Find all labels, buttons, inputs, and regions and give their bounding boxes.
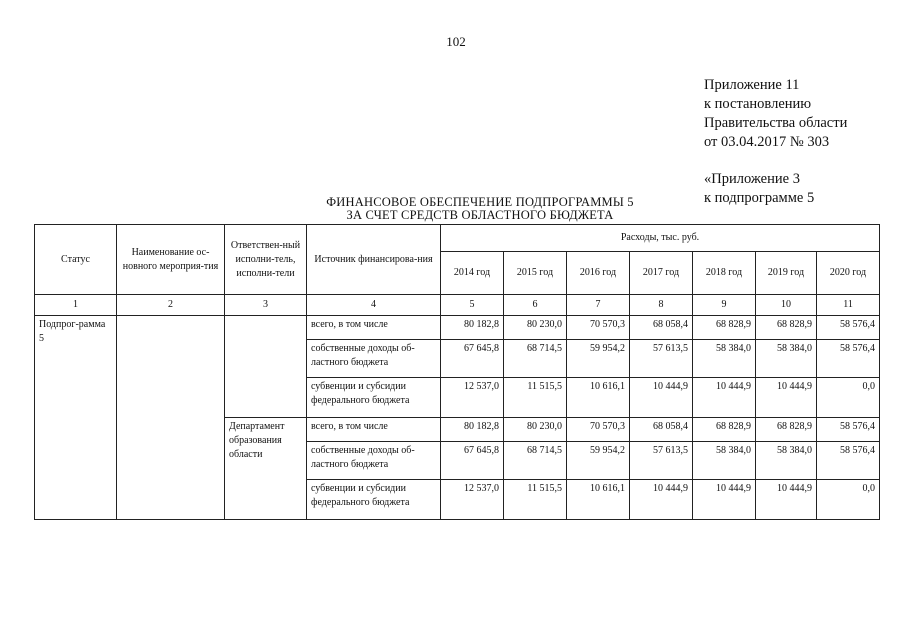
header-year: 2014 год — [441, 252, 504, 295]
value-cell: 58 384,0 — [756, 340, 817, 378]
header-executor: Ответствен-ный исполни-тель, исполни-тели — [225, 225, 307, 295]
value-cell: 58 576,4 — [817, 418, 880, 442]
header-row — [35, 225, 880, 252]
source-cell: субвенции и субсидии федерального бюджета — [307, 480, 441, 520]
value-cell: 68 058,4 — [630, 316, 693, 340]
column-number: 11 — [817, 295, 880, 316]
value-cell: 68 714,5 — [504, 340, 567, 378]
value-cell: 10 444,9 — [630, 480, 693, 520]
header-expenses: Расходы, тыс. руб. — [441, 225, 880, 252]
appendix-line: Приложение 11 — [704, 77, 800, 93]
title-line-2: ЗА СЧЕТ СРЕДСТВ ОБЛАСТНОГО БЮДЖЕТА — [346, 208, 614, 222]
appendix-block — [704, 76, 847, 208]
header-year: 2015 год — [504, 252, 567, 295]
value-cell: 68 058,4 — [630, 418, 693, 442]
column-number: 8 — [630, 295, 693, 316]
value-cell: 67 645,8 — [441, 442, 504, 480]
value-cell: 58 576,4 — [817, 442, 880, 480]
header-status: Статус — [35, 225, 117, 295]
value-cell: 12 537,0 — [441, 480, 504, 520]
value-cell: 10 444,9 — [630, 378, 693, 418]
table-row — [35, 316, 880, 340]
value-cell: 0,0 — [817, 480, 880, 520]
value-cell: 0,0 — [817, 378, 880, 418]
document-title — [0, 196, 905, 222]
value-cell: 59 954,2 — [567, 340, 630, 378]
value-cell: 10 616,1 — [567, 480, 630, 520]
value-cell: 68 828,9 — [756, 418, 817, 442]
value-cell: 80 230,0 — [504, 316, 567, 340]
header-year: 2016 год — [567, 252, 630, 295]
value-cell: 67 645,8 — [441, 340, 504, 378]
appendix-line: Правительства области — [704, 115, 848, 131]
column-number: 2 — [117, 295, 225, 316]
value-cell: 10 444,9 — [693, 480, 756, 520]
value-cell: 68 828,9 — [693, 418, 756, 442]
header-activity: Наименование ос-новного мероприя-тия — [117, 225, 225, 295]
page-number: 102 — [446, 34, 466, 49]
executor-cell-empty — [225, 316, 307, 418]
value-cell: 10 444,9 — [756, 378, 817, 418]
header-year: 2017 год — [630, 252, 693, 295]
value-cell: 58 576,4 — [817, 340, 880, 378]
column-number: 5 — [441, 295, 504, 316]
value-cell: 11 515,5 — [504, 378, 567, 418]
header-year: 2019 год — [756, 252, 817, 295]
column-number: 9 — [693, 295, 756, 316]
column-number: 4 — [307, 295, 441, 316]
value-cell: 10 444,9 — [693, 378, 756, 418]
column-number: 3 — [225, 295, 307, 316]
value-cell: 58 384,0 — [756, 442, 817, 480]
column-number: 6 — [504, 295, 567, 316]
value-cell: 58 384,0 — [693, 340, 756, 378]
value-cell: 80 230,0 — [504, 418, 567, 442]
source-cell: собственные доходы об-ластного бюджета — [307, 340, 441, 378]
appendix-line: к постановлению — [704, 96, 812, 112]
column-number-row — [35, 295, 880, 316]
value-cell: 80 182,8 — [441, 418, 504, 442]
value-cell: 68 714,5 — [504, 442, 567, 480]
appendix-line: к подпрограмме 5 — [704, 190, 815, 206]
header-source: Источник финансирова-ния — [307, 225, 441, 295]
value-cell: 11 515,5 — [504, 480, 567, 520]
appendix-line: «Приложение 3 — [704, 171, 800, 187]
source-cell: собственные доходы об-ластного бюджета — [307, 442, 441, 480]
column-number: 1 — [35, 295, 117, 316]
value-cell: 70 570,3 — [567, 316, 630, 340]
financing-table — [34, 224, 880, 520]
value-cell: 68 828,9 — [693, 316, 756, 340]
value-cell: 10 444,9 — [756, 480, 817, 520]
activity-cell — [117, 316, 225, 520]
value-cell: 12 537,0 — [441, 378, 504, 418]
status-cell: Подпрог-рамма 5 — [35, 316, 117, 520]
value-cell: 57 613,5 — [630, 442, 693, 480]
value-cell: 68 828,9 — [756, 316, 817, 340]
value-cell: 10 616,1 — [567, 378, 630, 418]
header-year: 2020 год — [817, 252, 880, 295]
appendix-line: от 03.04.2017 № 303 — [704, 134, 830, 150]
source-cell: субвенции и субсидии федерального бюджета — [307, 378, 441, 418]
executor-cell: Департамент образования области — [225, 418, 307, 520]
value-cell: 80 182,8 — [441, 316, 504, 340]
header-year: 2018 год — [693, 252, 756, 295]
value-cell: 57 613,5 — [630, 340, 693, 378]
title-line-1: ФИНАНСОВОЕ ОБЕСПЕЧЕНИЕ ПОДПРОГРАММЫ 5 — [326, 195, 634, 209]
column-number: 7 — [567, 295, 630, 316]
source-cell: всего, в том числе — [307, 418, 441, 442]
source-cell: всего, в том числе — [307, 316, 441, 340]
column-number: 10 — [756, 295, 817, 316]
value-cell: 58 576,4 — [817, 316, 880, 340]
value-cell: 58 384,0 — [693, 442, 756, 480]
value-cell: 70 570,3 — [567, 418, 630, 442]
value-cell: 59 954,2 — [567, 442, 630, 480]
